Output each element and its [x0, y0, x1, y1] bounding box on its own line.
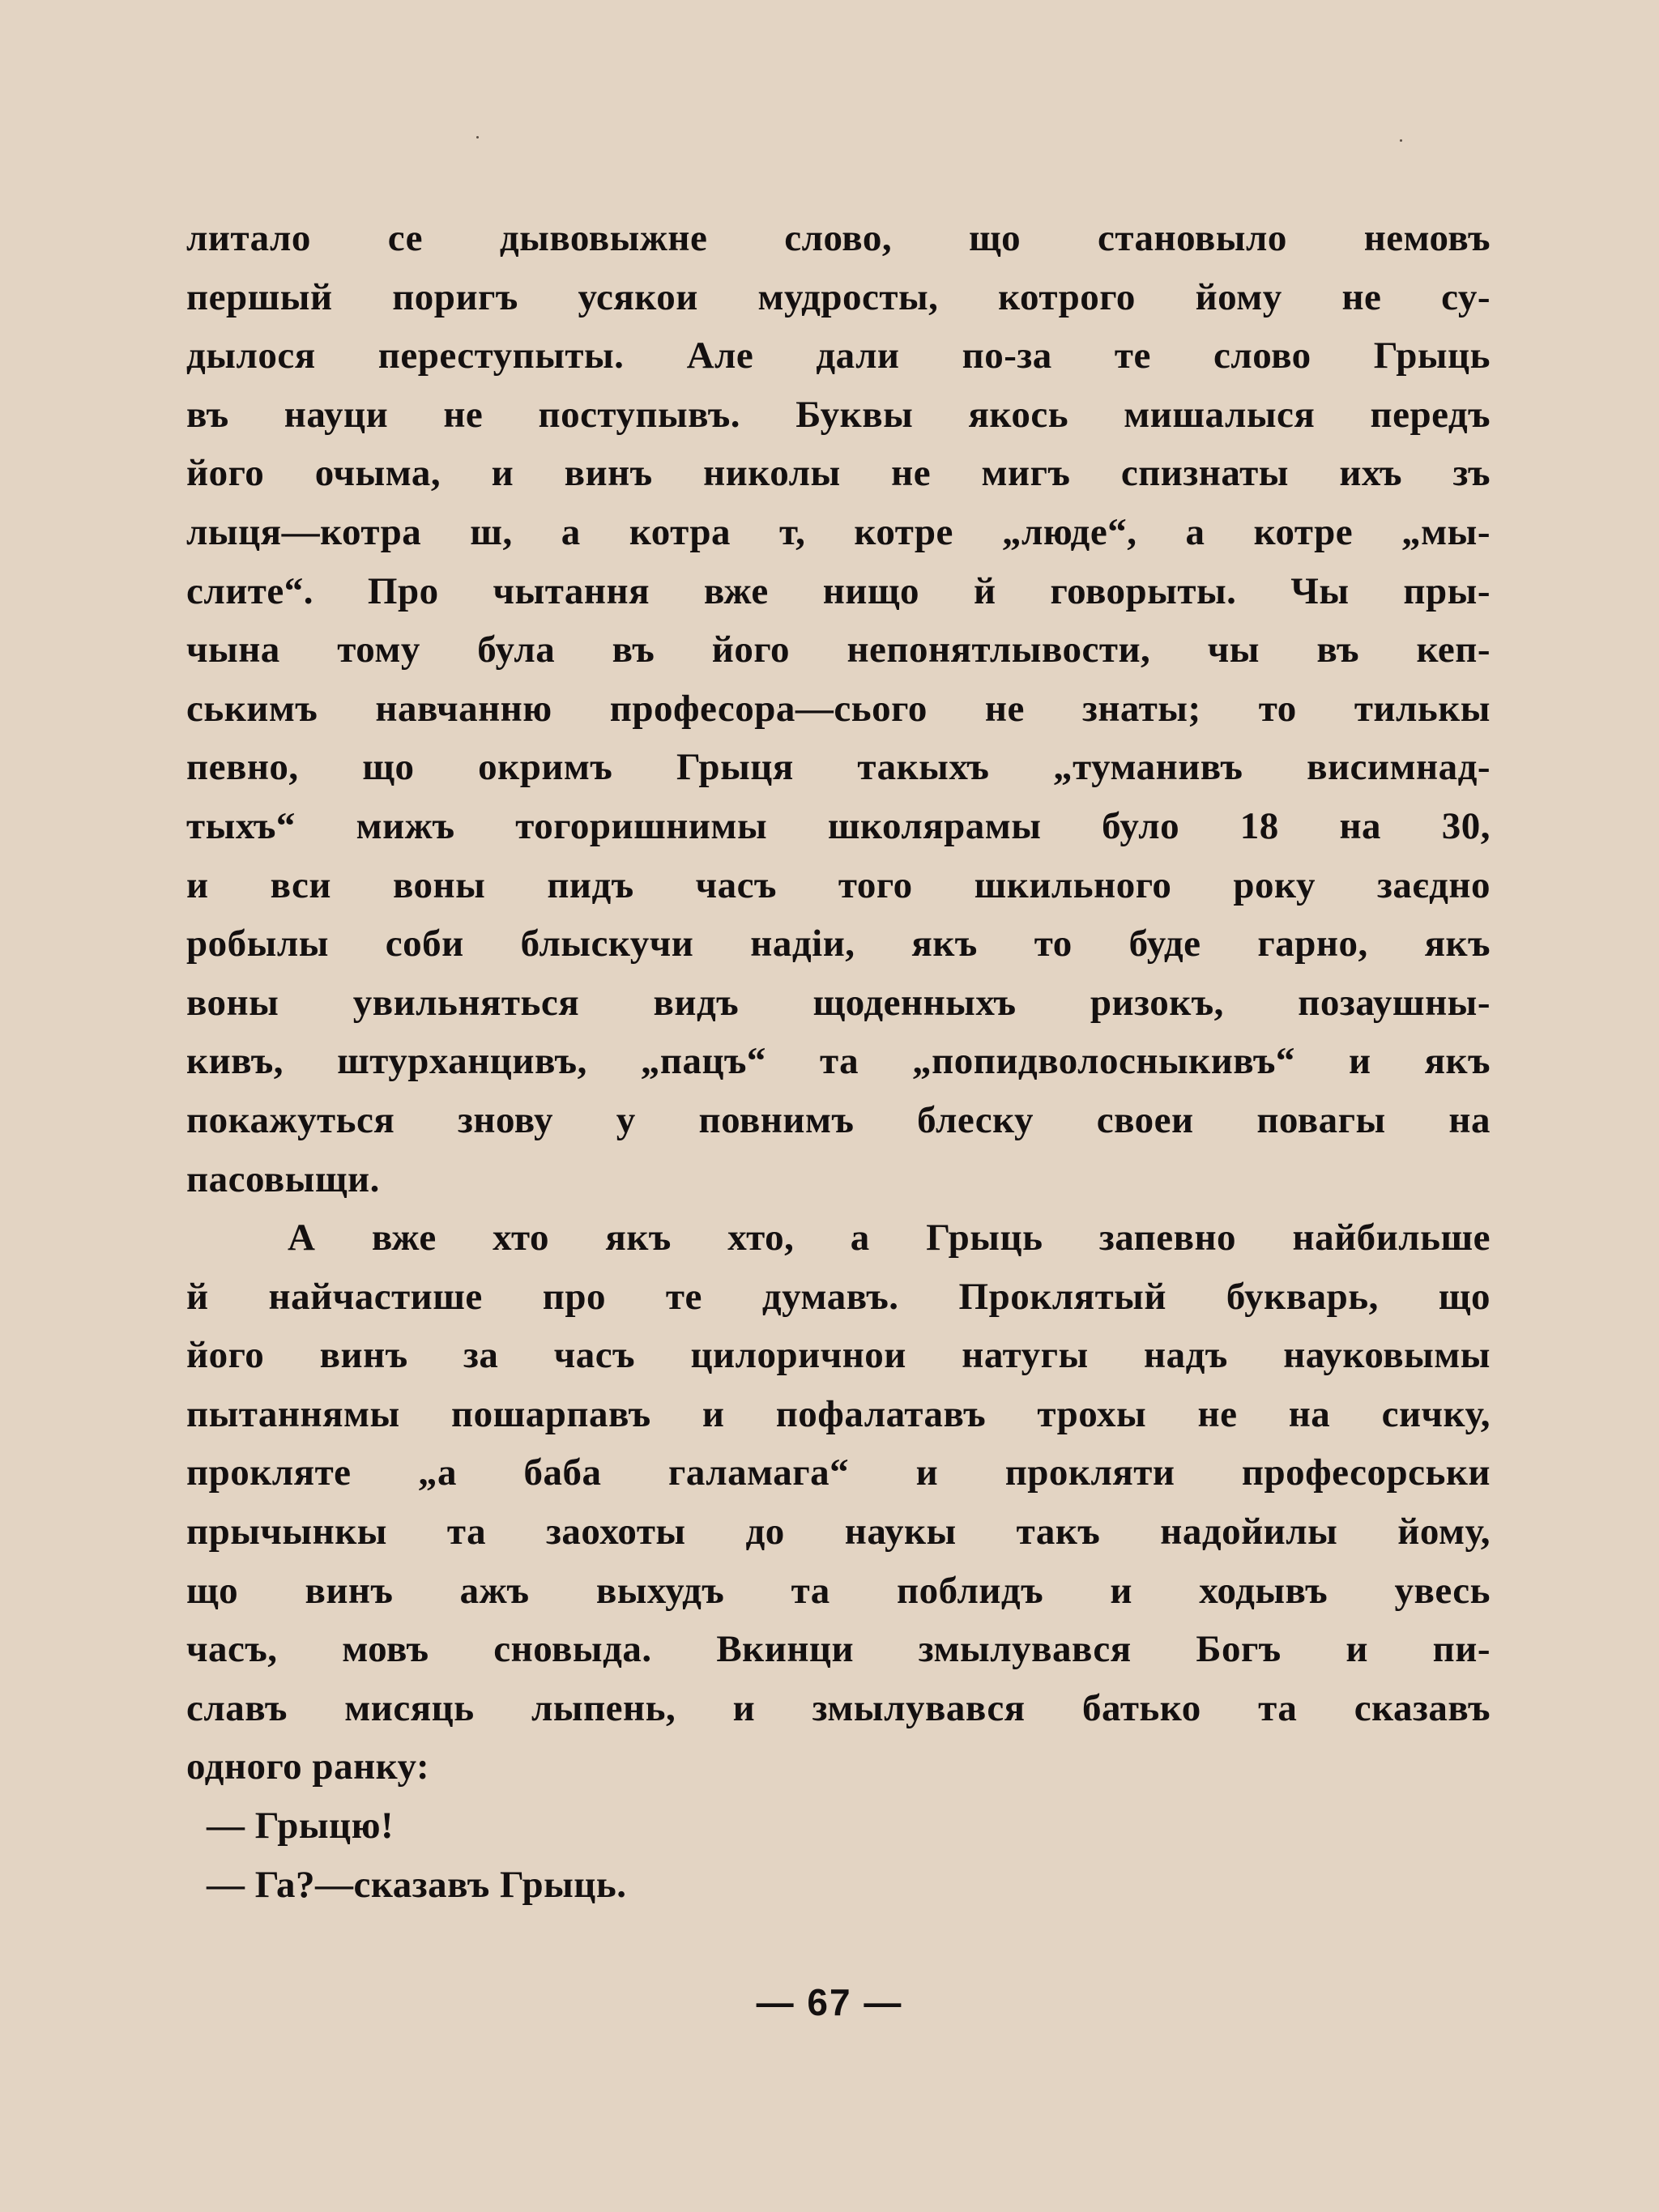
print-speck: [1400, 139, 1402, 142]
text-line: чына тому була въ його непонятлывости, чы въ кеп-: [186, 629, 1491, 671]
text-line: прокляте „а баба галамага“ и прокляти професорськи: [186, 1451, 1491, 1494]
text-line: ськимъ навчанню професора—сього не знаты; то тилькы: [186, 687, 1491, 730]
text-line: воны увильняться видъ щоденныхъ ризокъ, позаушны-: [186, 981, 1491, 1024]
text-line: слите“. Про чытання вже нищо й говорыты. Чы пры-: [186, 569, 1491, 612]
text-line: въ науци не поступывъ. Буквы якось мишалыся передъ: [186, 393, 1491, 436]
text-line: и вси воны пидъ часъ того шкильного року заєдно: [186, 863, 1491, 906]
text-line: прычынкы та заохоты до наукы такъ надойилы йому,: [186, 1511, 1491, 1554]
text-line: дылося переступыты. Але дали по-за те слово Грыць: [186, 335, 1491, 377]
text-line: покажуться знову у повнимъ блеску своеи повагы на: [186, 1098, 1491, 1141]
text-line: його очыма, и винъ николы не мигъ спизнаты ихъ зъ: [186, 452, 1491, 495]
text-line: литало се дывовыжне слово, що становыло немовъ: [186, 217, 1491, 259]
text-line: першый поригъ усякои мудросты, котрого йому не су-: [186, 275, 1491, 318]
text-line: А вже хто якъ хто, а Грыць запевно найбильше: [288, 1217, 1491, 1259]
text-line: певно, що окримъ Грыця такыхъ „туманивъ висимнад-: [186, 746, 1491, 789]
text-line: лыця—котра ш, а котра т, котре „люде“, а котре „мы-: [186, 510, 1491, 553]
text-line: що винъ ажъ выхудъ та поблидъ и ходывъ увесь: [186, 1569, 1491, 1612]
text-line: пасовыщи.: [186, 1157, 380, 1200]
page-number: — 67 —: [756, 1981, 903, 2023]
text-line: його винъ за часъ цилоричнои натугы надъ науковымы: [186, 1334, 1491, 1377]
print-speck: [476, 136, 479, 139]
text-line: тыхъ“ мижъ тогоришнимы школярамы було 18 на 30,: [186, 804, 1491, 847]
dialogue-line: — Грыцю!: [207, 1805, 394, 1848]
text-line: кивъ, штурханцивъ, „пацъ“ та „попидволосныкивъ“ и якъ: [186, 1040, 1491, 1083]
text-line: й найчастише про те думавъ. Проклятый букварь, що: [186, 1275, 1491, 1318]
text-line: одного ранку:: [186, 1745, 430, 1788]
text-line: робылы соби блыскучи надіи, якъ то буде гарно, якъ: [186, 923, 1491, 965]
body-text: [186, 209, 1491, 1914]
text-line: часъ, мовъ сновыда. Вкинци змылувався Богъ и пи-: [186, 1628, 1491, 1671]
text-line: славъ мисяць лыпень, и змылувався батько та сказавъ: [186, 1686, 1491, 1729]
dialogue-line: — Га?—сказавъ Грыць.: [207, 1863, 627, 1906]
text-line: пытаннямы пошарпавъ и пофалатавъ трохы не на сичку,: [186, 1392, 1491, 1435]
